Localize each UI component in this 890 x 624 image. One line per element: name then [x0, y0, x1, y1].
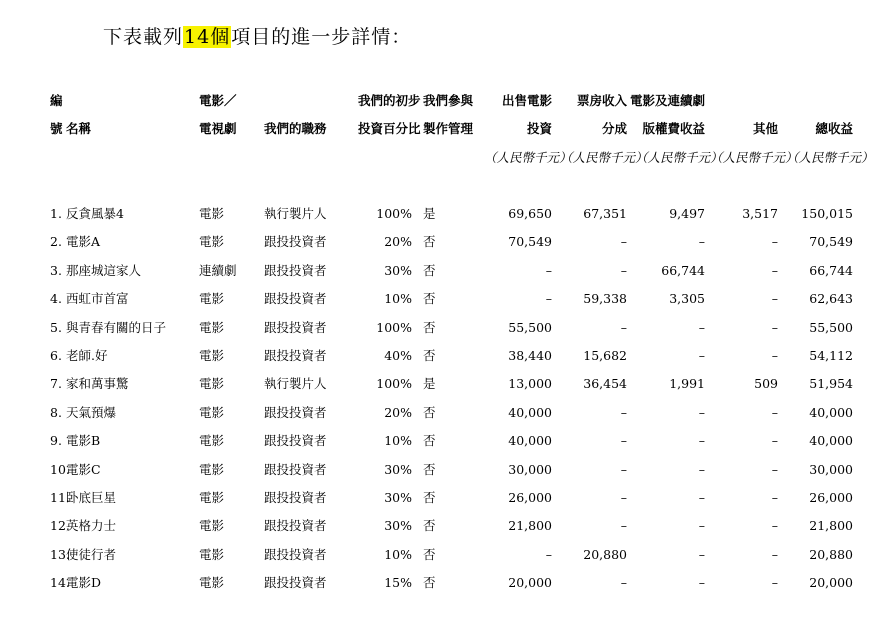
cell-mgmt: 否: [423, 462, 436, 477]
title-suffix: 項目的進一步詳情：: [231, 26, 412, 48]
cell-copyright: 3,305: [669, 291, 705, 306]
cell-name: 反貪風暴4: [66, 206, 124, 221]
cell-mgmt: 否: [423, 291, 436, 306]
cell-no: 2.: [50, 234, 62, 249]
cell-pct: 100%: [376, 206, 412, 221]
cell-film-sale: 26,000: [508, 490, 552, 505]
cell-total: 30,000: [809, 462, 853, 477]
cell-total: 54,112: [809, 348, 853, 363]
cell-copyright: –: [698, 405, 705, 420]
cell-other: –: [771, 547, 778, 562]
cell-role: 跟投投資者: [264, 490, 327, 505]
cell-name: 天氣預爆: [66, 405, 117, 420]
header-copyright-line2: 版權費收益: [642, 121, 705, 136]
cell-no: 14.: [50, 575, 70, 590]
header-box-line2: 分成: [601, 121, 627, 136]
cell-name: 電影D: [66, 575, 102, 590]
cell-other: –: [771, 263, 778, 278]
cell-total: 62,643: [809, 291, 853, 306]
cell-box-office: –: [620, 263, 627, 278]
cell-total: 70,549: [809, 234, 853, 249]
cell-box-office: –: [620, 575, 627, 590]
cell-pct: 15%: [384, 575, 412, 590]
cell-box-office: –: [620, 462, 627, 477]
cell-no: 9.: [50, 433, 62, 448]
cell-other: 3,517: [742, 206, 778, 221]
cell-box-office: –: [620, 490, 627, 505]
header-pct-line2: 投資百分比: [358, 121, 421, 136]
cell-type: 電影: [199, 490, 225, 505]
cell-no: 13.: [50, 547, 70, 562]
header-no-line1: 編: [50, 93, 63, 108]
cell-box-office: –: [620, 518, 627, 533]
cell-film-sale: –: [545, 263, 552, 278]
cell-name: 西虹市首富: [66, 291, 129, 306]
cell-pct: 40%: [384, 348, 412, 363]
cell-film-sale: –: [545, 291, 552, 306]
cell-other: –: [771, 433, 778, 448]
unit-copyright: （人民幣千元）: [635, 150, 723, 165]
cell-role: 跟投投資者: [264, 518, 327, 533]
cell-pct: 30%: [384, 263, 412, 278]
cell-role: 跟投投資者: [264, 462, 327, 477]
cell-no: 4.: [50, 291, 62, 306]
cell-mgmt: 否: [423, 263, 436, 278]
cell-type: 電影: [199, 348, 225, 363]
cell-name: 使徒行者: [66, 547, 117, 562]
header-total: 總收益: [815, 121, 853, 136]
cell-pct: 30%: [384, 462, 412, 477]
cell-copyright: 66,744: [661, 263, 705, 278]
cell-no: 6.: [50, 348, 62, 363]
cell-box-office: –: [620, 234, 627, 249]
cell-pct: 100%: [376, 376, 412, 391]
cell-role: 跟投投資者: [264, 234, 327, 249]
cell-other: –: [771, 490, 778, 505]
cell-total: 20,000: [809, 575, 853, 590]
cell-film-sale: 38,440: [508, 348, 552, 363]
cell-other: –: [771, 518, 778, 533]
cell-type: 電影: [199, 575, 225, 590]
cell-pct: 30%: [384, 490, 412, 505]
cell-total: 20,880: [809, 547, 853, 562]
header-film-line1: 出售電影: [501, 93, 552, 108]
cell-name: 那座城這家人: [66, 263, 142, 278]
cell-other: –: [771, 462, 778, 477]
header-type-line1: 電影／: [199, 93, 237, 108]
header-pct-line1: 我們的初步: [358, 93, 421, 108]
cell-box-office: 59,338: [583, 291, 627, 306]
cell-name: 卧底巨星: [66, 490, 117, 505]
header-mgmt-line1: 我們參與: [423, 93, 474, 108]
cell-role: 跟投投資者: [264, 348, 327, 363]
cell-box-office: 36,454: [583, 376, 627, 391]
cell-copyright: 1,991: [669, 376, 705, 391]
cell-name: 與青春有關的日子: [66, 320, 167, 335]
header-mgmt-line2: 製作管理: [423, 121, 474, 136]
cell-film-sale: 13,000: [508, 376, 552, 391]
unit-other: （人民幣千元）: [710, 150, 798, 165]
cell-film-sale: 30,000: [508, 462, 552, 477]
cell-role: 跟投投資者: [264, 405, 327, 420]
cell-pct: 20%: [384, 234, 412, 249]
cell-film-sale: 70,549: [508, 234, 552, 249]
cell-name: 家和萬事驚: [66, 376, 129, 391]
cell-other: –: [771, 234, 778, 249]
header-other: 其他: [752, 121, 778, 136]
cell-mgmt: 否: [423, 348, 436, 363]
cell-type: 電影: [199, 433, 225, 448]
cell-mgmt: 是: [423, 376, 436, 391]
cell-role: 跟投投資者: [264, 575, 327, 590]
unit-total: （人民幣千元）: [786, 150, 874, 165]
cell-copyright: –: [698, 547, 705, 562]
cell-mgmt: 否: [423, 405, 436, 420]
cell-other: –: [771, 405, 778, 420]
cell-no: 1.: [50, 206, 62, 221]
cell-other: –: [771, 320, 778, 335]
header-box-line1: 票房收入: [576, 93, 627, 108]
cell-pct: 100%: [376, 320, 412, 335]
cell-other: –: [771, 291, 778, 306]
cell-role: 跟投投資者: [264, 291, 327, 306]
cell-copyright: –: [698, 348, 705, 363]
cell-total: 150,015: [801, 206, 853, 221]
title-highlight: 14個: [184, 26, 231, 48]
cell-copyright: –: [698, 490, 705, 505]
cell-film-sale: 21,800: [508, 518, 552, 533]
cell-type: 連續劇: [199, 263, 237, 278]
cell-film-sale: 40,000: [508, 405, 552, 420]
cell-other: –: [771, 348, 778, 363]
cell-type: 電影: [199, 376, 225, 391]
cell-mgmt: 否: [423, 234, 436, 249]
cell-type: 電影: [199, 206, 225, 221]
cell-total: 26,000: [809, 490, 853, 505]
unit-box: （人民幣千元）: [560, 150, 648, 165]
cell-type: 電影: [199, 518, 225, 533]
title-prefix: 下表載列: [103, 26, 184, 48]
unit-film: （人民幣千元）: [484, 150, 572, 165]
cell-film-sale: 69,650: [508, 206, 552, 221]
header-role: 我們的職務: [264, 121, 327, 136]
cell-film-sale: 40,000: [508, 433, 552, 448]
cell-pct: 10%: [384, 547, 412, 562]
cell-type: 電影: [199, 547, 225, 562]
header-type-line2: 電視劇: [199, 121, 237, 136]
cell-type: 電影: [199, 320, 225, 335]
cell-copyright: –: [698, 575, 705, 590]
cell-mgmt: 否: [423, 320, 436, 335]
cell-box-office: –: [620, 320, 627, 335]
cell-total: 51,954: [809, 376, 853, 391]
cell-mgmt: 否: [423, 490, 436, 505]
cell-no: 3.: [50, 263, 62, 278]
cell-role: 跟投投資者: [264, 433, 327, 448]
cell-name: 電影B: [66, 433, 101, 448]
cell-copyright: –: [698, 462, 705, 477]
cell-pct: 20%: [384, 405, 412, 420]
cell-role: 執行製片人: [264, 206, 327, 221]
cell-no: 12.: [50, 518, 70, 533]
cell-name: 老師.好: [66, 348, 108, 363]
cell-copyright: 9,497: [669, 206, 705, 221]
cell-name: 電影C: [66, 462, 101, 477]
cell-name: 英格力士: [66, 518, 117, 533]
cell-type: 電影: [199, 291, 225, 306]
cell-mgmt: 否: [423, 433, 436, 448]
cell-total: 66,744: [809, 263, 853, 278]
cell-mgmt: 否: [423, 547, 436, 562]
cell-film-sale: 20,000: [508, 575, 552, 590]
cell-total: 40,000: [809, 433, 853, 448]
cell-total: 55,500: [809, 320, 853, 335]
cell-copyright: –: [698, 433, 705, 448]
cell-box-office: –: [620, 433, 627, 448]
cell-no: 7.: [50, 376, 62, 391]
cell-role: 跟投投資者: [264, 320, 327, 335]
cell-box-office: 15,682: [583, 348, 627, 363]
cell-name: 電影A: [66, 234, 101, 249]
cell-role: 跟投投資者: [264, 547, 327, 562]
cell-no: 8.: [50, 405, 62, 420]
page-title: [103, 22, 411, 49]
cell-role: 執行製片人: [264, 376, 327, 391]
cell-box-office: 20,880: [583, 547, 627, 562]
header-copyright-line1: 電影及連續劇: [629, 93, 705, 108]
cell-type: 電影: [199, 234, 225, 249]
cell-box-office: 67,351: [583, 206, 627, 221]
cell-no: 5.: [50, 320, 62, 335]
cell-no: 11.: [50, 490, 70, 505]
cell-pct: 10%: [384, 433, 412, 448]
cell-mgmt: 是: [423, 206, 436, 221]
cell-no: 10.: [50, 462, 70, 477]
cell-total: 40,000: [809, 405, 853, 420]
header-no-line2: 號: [50, 121, 63, 136]
cell-film-sale: –: [545, 547, 552, 562]
cell-copyright: –: [698, 234, 705, 249]
cell-mgmt: 否: [423, 518, 436, 533]
cell-other: 509: [754, 376, 778, 391]
cell-mgmt: 否: [423, 575, 436, 590]
cell-role: 跟投投資者: [264, 263, 327, 278]
cell-other: –: [771, 575, 778, 590]
cell-pct: 30%: [384, 518, 412, 533]
cell-box-office: –: [620, 405, 627, 420]
cell-type: 電影: [199, 405, 225, 420]
header-name: 名稱: [66, 121, 92, 136]
cell-copyright: –: [698, 518, 705, 533]
header-film-line2: 投資: [526, 121, 552, 136]
cell-copyright: –: [698, 320, 705, 335]
cell-type: 電影: [199, 462, 225, 477]
cell-total: 21,800: [809, 518, 853, 533]
cell-film-sale: 55,500: [508, 320, 552, 335]
cell-pct: 10%: [384, 291, 412, 306]
